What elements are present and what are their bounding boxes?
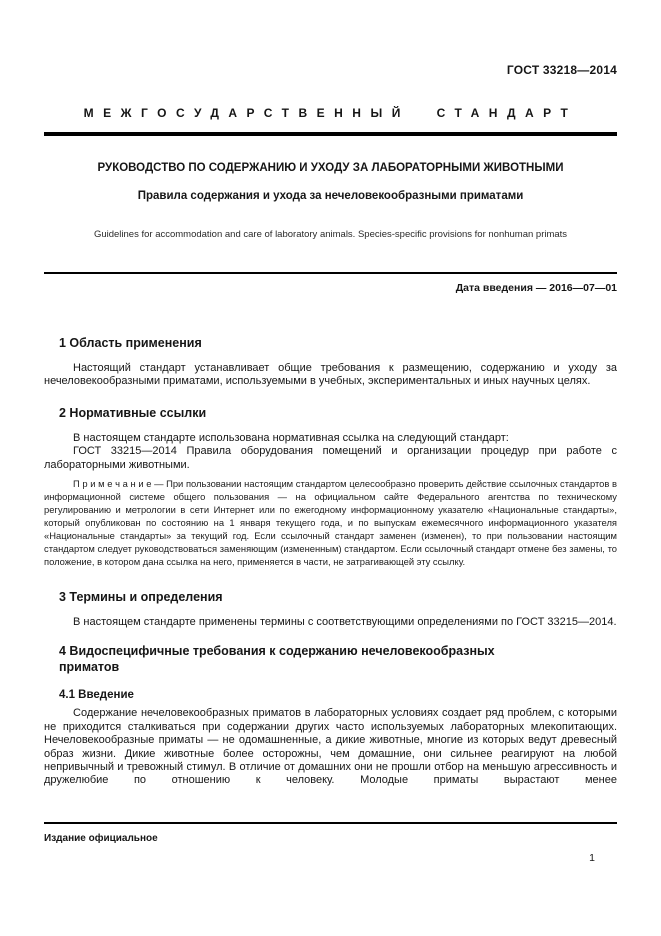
section-2-note: П р и м е ч а н и е — При пользовании настоящим стандартом целесообразно проверить действие ссылочных стандартов в информационной системе общего пользования — на официальном сайте Федерального агентства по техническому регулированию и метрологии в сети Интернет или по ежегодному информационному указателю «Национальные стандарты», который опубликован по состоянию на 1 января текущего года, и по выпускам ежемесячного информационного указателя «Национальные стандарты» за текущий год. Если ссылочный стандарт заменен (изменен), то при пользовании настоящим стандартом следует руководствоваться заменяющим (измененным) стандартом. Если ссылочный стандарт отмене без замены, то положение, в котором дана ссылка на него, применяется в части, не затрагивающей эту ссылку. — [44, 478, 617, 568]
doc-subtitle: Правила содержания и ухода за нечеловекообразными приматами — [137, 190, 524, 202]
doc-title-english: Guidelines for accommodation and care of laboratory animals. Species-specific provisions for nonhuman primats — [93, 229, 568, 240]
doc-code: ГОСТ 33218—2014 — [506, 63, 617, 77]
doc-title: РУКОВОДСТВО ПО СОДЕРЖАНИЮ И УХОДУ ЗА ЛАБОРАТОРНЫМИ ЖИВОТНЫМИ — [97, 162, 564, 174]
title-separator-rule — [44, 272, 617, 274]
section-terms-definitions — [44, 589, 617, 629]
section-1-paragraph: Настоящий стандарт устанавливает общие требования к размещению, содержанию и уходу за нечеловекообразными приматами, используемыми в учебных, экспериментальных и иных научных целях. — [44, 362, 617, 388]
effective-date: Дата введения — 2016—07—01 — [455, 282, 617, 294]
page-number: 1 — [589, 852, 595, 864]
edition-label: Издание официальное — [44, 833, 158, 844]
section-3-heading: 3 Термины и определения — [59, 590, 223, 605]
section-normative-references — [44, 405, 617, 568]
section-4-heading: 4 Видоспецифичные требования к содержанию нечеловекообразных приматов — [59, 644, 495, 675]
section-species-specific-requirements — [44, 643, 617, 787]
page-footer — [44, 822, 617, 864]
standard-type-heading: МЕЖГОСУДАРСТВЕННЫЙ СТАНДАРТ — [83, 106, 578, 120]
section-1-heading: 1 Область применения — [59, 336, 202, 350]
section-4-1-subheading: 4.1 Введение — [59, 689, 134, 702]
section-2-paragraph-2: ГОСТ 33215—2014 Правила оборудования помещений и организации процедур при работе с лабораторными животными. — [44, 445, 617, 471]
footer-rule — [44, 822, 617, 824]
section-4-paragraph: Содержание нечеловекообразных приматов в лабораторных условиях создает ряд проблем, с которыми не приходится сталкиваться при содержании других часто используемых лабораторных млекопитающих. Нечеловекообразные приматы — не одомашненные, а дикие животные, многие из которых ведут древесный образ жизни. Дикие животные более осторожны, чем домашние, они сильнее реагируют на любой непривычный и тревожный стимул. В отличие от домашних они не прошли отбор на меньшую агрессивность и дружелюбие по отношению к человеку. Молодые приматы вырастают менее — [44, 707, 617, 787]
header-rule — [44, 132, 617, 136]
section-2-heading: 2 Нормативные ссылки — [59, 405, 207, 420]
section-3-paragraph: В настоящем стандарте применены термины с соответствующими определениями по ГОСТ 33215—2014. — [73, 616, 617, 629]
section-scope — [44, 335, 617, 389]
section-2-paragraph-1: В настоящем стандарте использована нормативная ссылка на следующий стандарт: — [73, 431, 509, 444]
